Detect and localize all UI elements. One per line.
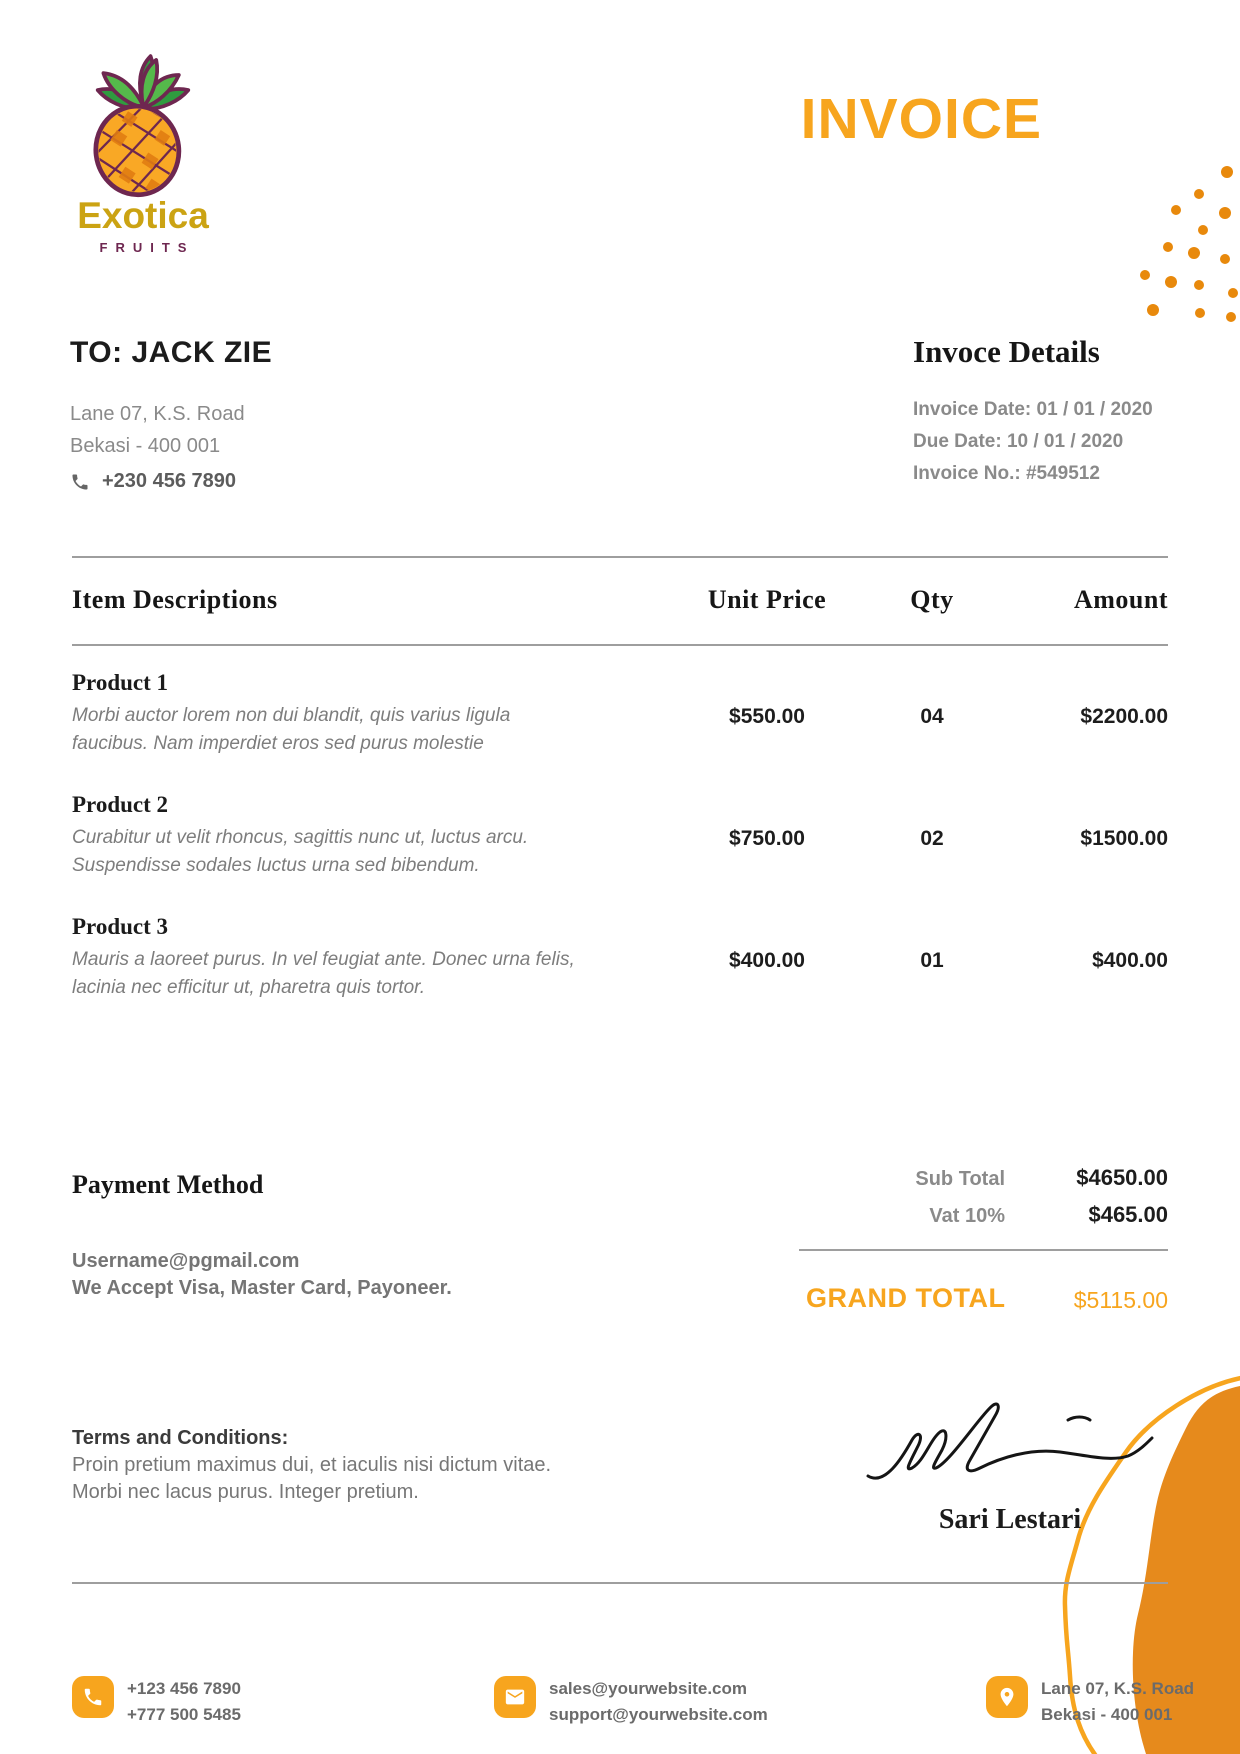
- footer-phone-line2: +777 500 5485: [127, 1705, 241, 1724]
- dot: [1194, 189, 1204, 199]
- bill-to-address2: Bekasi - 400 001: [70, 435, 221, 457]
- footer-mail-line2: support@yourwebsite.com: [549, 1705, 768, 1724]
- pineapple-icon: [77, 50, 209, 200]
- item-amount: $1500.00: [1080, 827, 1168, 850]
- phone-icon: [72, 1676, 114, 1718]
- location-icon: [986, 1676, 1028, 1718]
- dot: [1221, 166, 1233, 178]
- table-row: [72, 668, 1168, 768]
- payment-note: We Accept Visa, Master Card, Payoneer.: [72, 1277, 452, 1299]
- dot: [1163, 242, 1173, 252]
- dot: [1219, 207, 1231, 219]
- footer-location-line2: Bekasi - 400 001: [1041, 1705, 1173, 1724]
- footer-location-line1: Lane 07, K.S. Road: [1041, 1679, 1195, 1698]
- item-unit-price: $550.00: [729, 705, 805, 728]
- page-title: INVOICE: [800, 87, 1042, 151]
- terms-line: Proin pretium maximus dui, et iaculis nisi dictum vitae.: [72, 1454, 552, 1476]
- item-qty: 01: [920, 949, 944, 972]
- invoice-number-row: Invoice No.: #549512: [913, 463, 1100, 484]
- brand-name: Exotica: [77, 195, 209, 236]
- table-row: [72, 912, 1168, 1012]
- terms-line: Morbi nec lacus purus. Integer pretium.: [72, 1481, 419, 1503]
- item-qty: 02: [920, 827, 944, 850]
- table-row: [72, 790, 1168, 890]
- grand-total-label: GRAND TOTAL: [806, 1283, 1006, 1313]
- header-amount: Amount: [1073, 585, 1168, 614]
- items-table-header: [72, 556, 1168, 646]
- signature-name: Sari Lestari: [938, 1504, 1082, 1535]
- header-unit-price: Unit Price: [707, 585, 827, 614]
- item-description: Mauris a laoreet purus. In vel feugiat ante. Donec urna felis, lacinia nec efficitur ut, pharetra quis tortor.: [72, 949, 575, 998]
- footer-divider: [72, 1582, 1168, 1584]
- due-date-row: Due Date: 10 / 01 / 2020: [913, 431, 1124, 452]
- signature-block: [855, 1398, 1165, 1536]
- grand-total-value: $5115.00: [1073, 1287, 1168, 1313]
- dot: [1226, 312, 1236, 322]
- payment-email: Username@pgmail.com: [72, 1250, 300, 1272]
- item-name: Product 2: [72, 792, 169, 817]
- terms-heading: Terms and Conditions:: [72, 1427, 289, 1449]
- payment-method-heading: Payment Method: [72, 1170, 264, 1199]
- dot: [1195, 308, 1205, 318]
- footer-contact-phone: [72, 1676, 241, 1728]
- bill-to-address1: Lane 07, K.S. Road: [70, 403, 245, 425]
- item-description: Curabitur ut velit rhoncus, sagittis nunc ut, luctus arcu. Suspendisse sodales luctus urna sed bibendum.: [72, 827, 529, 876]
- item-name: Product 3: [72, 914, 169, 939]
- dot: [1188, 247, 1200, 259]
- dot: [1140, 270, 1150, 280]
- dot: [1220, 254, 1230, 264]
- footer-contact-mail: [494, 1676, 768, 1728]
- subtotal-value: $4650.00: [1076, 1165, 1168, 1190]
- item-unit-price: $750.00: [729, 827, 805, 850]
- dot: [1198, 225, 1208, 235]
- invoice-details-block: [913, 334, 1153, 490]
- item-amount: $400.00: [1092, 949, 1168, 972]
- signature-icon: [860, 1398, 1160, 1493]
- vat-label: Vat 10%: [929, 1205, 1005, 1227]
- dot: [1165, 276, 1177, 288]
- dot: [1194, 280, 1204, 290]
- header-qty: Qty: [910, 585, 954, 614]
- dot: [1147, 304, 1159, 316]
- invoice-details-heading: Invoce Details: [913, 334, 1100, 369]
- brand-tagline: FRUITS: [99, 240, 195, 255]
- subtotal-label: Sub Total: [915, 1168, 1005, 1190]
- item-unit-price: $400.00: [729, 949, 805, 972]
- dot: [1228, 288, 1238, 298]
- phone-icon: [70, 472, 90, 492]
- item-description: Morbi auctor lorem non dui blandit, quis varius ligula faucibus. Nam imperdiet eros sed purus molestie: [72, 705, 511, 754]
- footer-contact-location: [986, 1676, 1194, 1728]
- footer-mail-line1: sales@yourwebsite.com: [549, 1679, 747, 1698]
- vat-value: $465.00: [1088, 1202, 1168, 1227]
- item-amount: $2200.00: [1080, 705, 1168, 728]
- terms-block: [72, 1424, 551, 1506]
- dot: [1171, 205, 1181, 215]
- item-qty: 04: [920, 705, 944, 728]
- invoice-date-row: Invoice Date: 01 / 01 / 2020: [913, 399, 1153, 420]
- brand-logo: [62, 50, 224, 255]
- footer-phone-line1: +123 456 7890: [127, 1679, 241, 1698]
- bill-to-block: [70, 336, 272, 493]
- items-table: [72, 556, 1168, 1012]
- item-name: Product 1: [72, 670, 169, 695]
- bill-to-phone: +230 456 7890: [102, 470, 237, 492]
- mail-icon: [494, 1676, 536, 1718]
- header-item-descriptions: Item Descriptions: [72, 585, 278, 614]
- bill-to-name: TO: JACK ZIE: [70, 336, 273, 369]
